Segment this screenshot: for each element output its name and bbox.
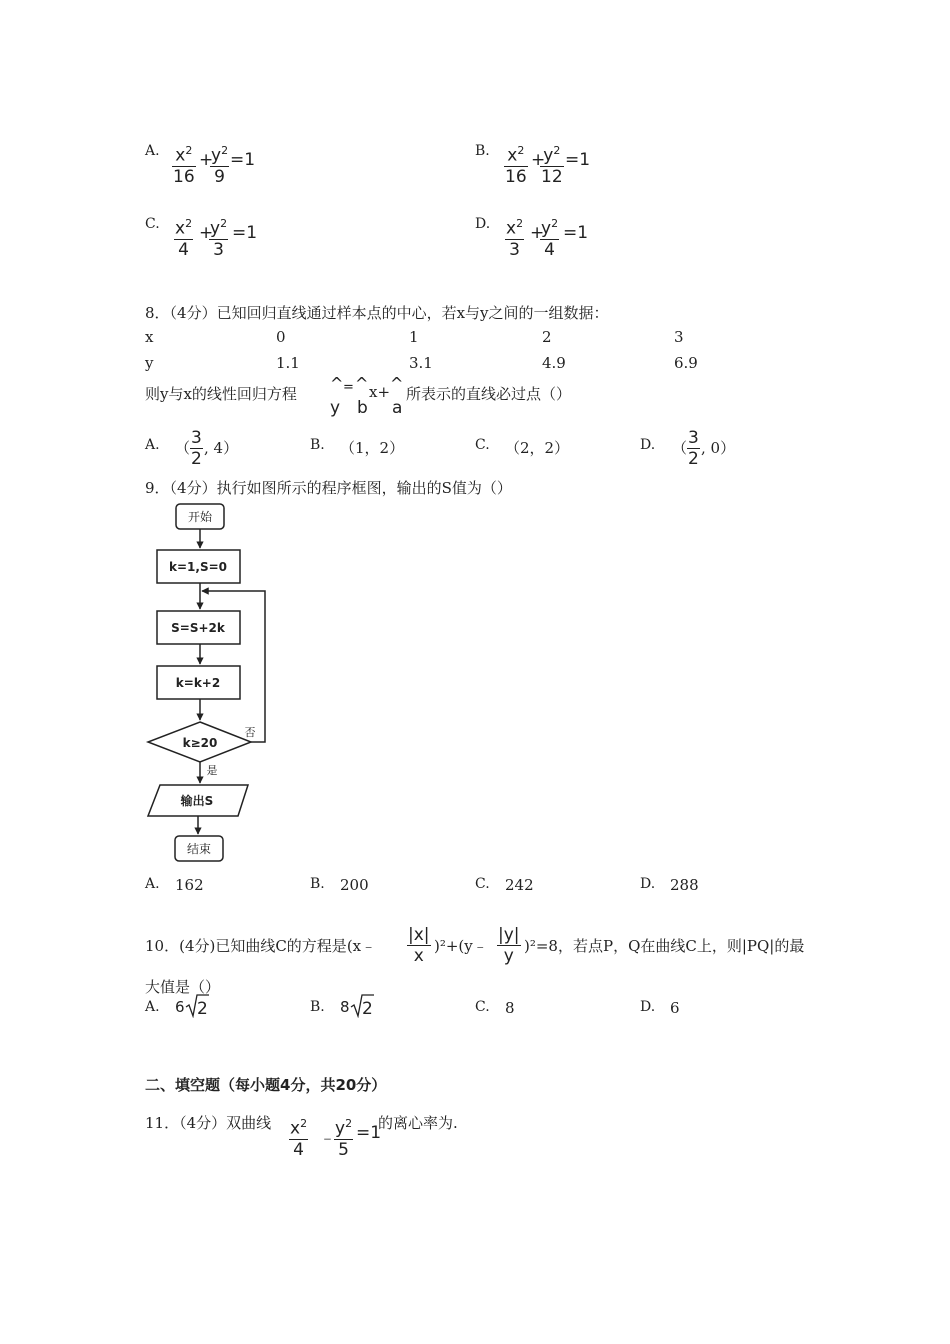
fraction-y: $\frac{y^2}{9}$ [210,141,229,187]
option-label: C. [475,437,490,453]
sqrt-radicand: 2 [197,999,208,1019]
flow-step2-text: k=k+2 [175,676,221,690]
equals-one: =1 [563,223,589,243]
q10-text-3: )²=8，若点P，Q在曲线C上，则|PQ|的最 [524,937,805,955]
regression-text-post: 所表示的直线必过点（） [406,385,572,403]
paren: （ [672,439,688,457]
option-label: C. [145,216,160,232]
q10-stem-line2: 大值是（） [145,978,221,996]
flow-init-text: k=1,S=0 [169,560,227,574]
table-cell: 3 [674,328,684,346]
option-label: D. [640,437,656,453]
equals-sign: = [343,380,354,395]
sqrt-coef: 8 [340,998,350,1016]
q11-text-pre: 11．（4分）双曲线 [145,1114,272,1132]
option-label: D. [475,216,491,232]
fraction-abs-y: $\frac{|y|}{y}$ [498,925,520,966]
fraction-three-halves: $\frac{3}{2}$ [191,428,202,469]
fraction-y: $\frac{y^2}{12}$ [540,141,564,187]
sqrt-radicand: 2 [362,999,373,1019]
x-plus: x+ [369,383,391,401]
table-cell: 1.1 [276,354,300,372]
fraction-x: $\frac{x^2}{4}$ [174,214,193,260]
hat-symbol: ^ [330,374,344,393]
equals-one: =1 [356,1123,382,1143]
flow-output-text: 输出S [180,794,214,808]
var-a: a [392,398,403,418]
flowchart [140,498,280,870]
coord-rest: , 4） [204,439,239,457]
option-label: A. [145,876,160,892]
table-cell: 6.9 [674,354,698,372]
equals-one: =1 [565,150,591,170]
var-y: y [330,398,341,418]
table-cell: 2 [542,328,552,346]
option-label: D. [640,876,656,892]
option-label: D. [640,999,656,1015]
sqrt-coef: 6 [175,998,185,1016]
equals-one: =1 [232,223,258,243]
paren: （ [175,439,191,457]
option-label: A. [145,999,160,1015]
plus-sign: + [530,223,545,243]
option-label: C. [475,876,490,892]
table-cell: 3.1 [409,354,433,372]
option-label: B. [310,437,325,453]
option-a-text: 162 [175,876,204,894]
flow-start-text: 开始 [187,510,213,524]
option-label: A. [145,437,160,453]
q9-stem: 9．（4分）执行如图所示的程序框图，输出的S值为（） [145,479,512,497]
option-b-text: （1，2） [340,439,405,457]
fraction-three-halves: $\frac{3}{2}$ [688,428,699,469]
table-y-label: y [145,354,154,372]
option-b-text: 200 [340,876,369,894]
q10-text-1: 10．(4分)已知曲线C的方程是(x﹣ [145,937,377,955]
fraction-x: $\frac{x^2}{16}$ [172,141,196,187]
flow-end-text: 结束 [186,842,212,856]
table-x-label: x [145,328,154,346]
flow-cond-text: k≥20 [182,736,218,750]
plus-sign: + [531,150,546,170]
table-cell: 0 [276,328,286,346]
option-label: B. [475,143,490,159]
flow-step1-text: S=S+2k [171,621,225,635]
flow-yes-label: 是 [206,764,218,777]
var-b: b [357,398,368,418]
option-label: B. [310,876,325,892]
fraction-x: $\frac{x^2}{4}$ [289,1114,308,1160]
fraction-x: $\frac{x^2}{3}$ [505,214,524,260]
coord-rest: , 0） [701,439,736,457]
plus-sign: + [199,150,214,170]
hat-symbol: ^ [355,374,369,393]
fraction-x: $\frac{x^2}{16}$ [504,141,528,187]
option-d-text: 288 [670,876,699,894]
option-c-text: 8 [505,999,515,1017]
flow-no-label: 否 [244,726,256,739]
regression-text-pre: 则y与x的线性回归方程 [145,385,297,403]
q10-text-2: )²+(y﹣ [434,937,488,955]
q11-text-post: 的离心率为. [378,1114,458,1132]
q8-stem: 8．（4分）已知回归直线通过样本点的中心，若x与y之间的一组数据： [145,304,609,322]
section-header: 二、填空题（每小题4分，共20分） [145,1076,387,1094]
hat-symbol: ^ [390,374,404,393]
option-d-text: 6 [670,999,680,1017]
option-c-text: （2，2） [505,439,570,457]
fraction-abs-x: $\frac{|x|}{x}$ [408,925,430,966]
option-c-text: 242 [505,876,534,894]
table-cell: 1 [409,328,419,346]
fraction-y: $\frac{y^2}{4}$ [540,214,559,260]
option-label: C. [475,999,490,1015]
option-label: B. [310,999,325,1015]
minus-sign: ﹣ [319,1128,336,1148]
equals-one: =1 [230,150,256,170]
option-label: A. [145,143,160,159]
fraction-y: $\frac{y^2}{3}$ [209,214,228,260]
fraction-y: $\frac{y^2}{5}$ [334,1114,353,1160]
table-cell: 4.9 [542,354,566,372]
plus-sign: + [199,223,214,243]
